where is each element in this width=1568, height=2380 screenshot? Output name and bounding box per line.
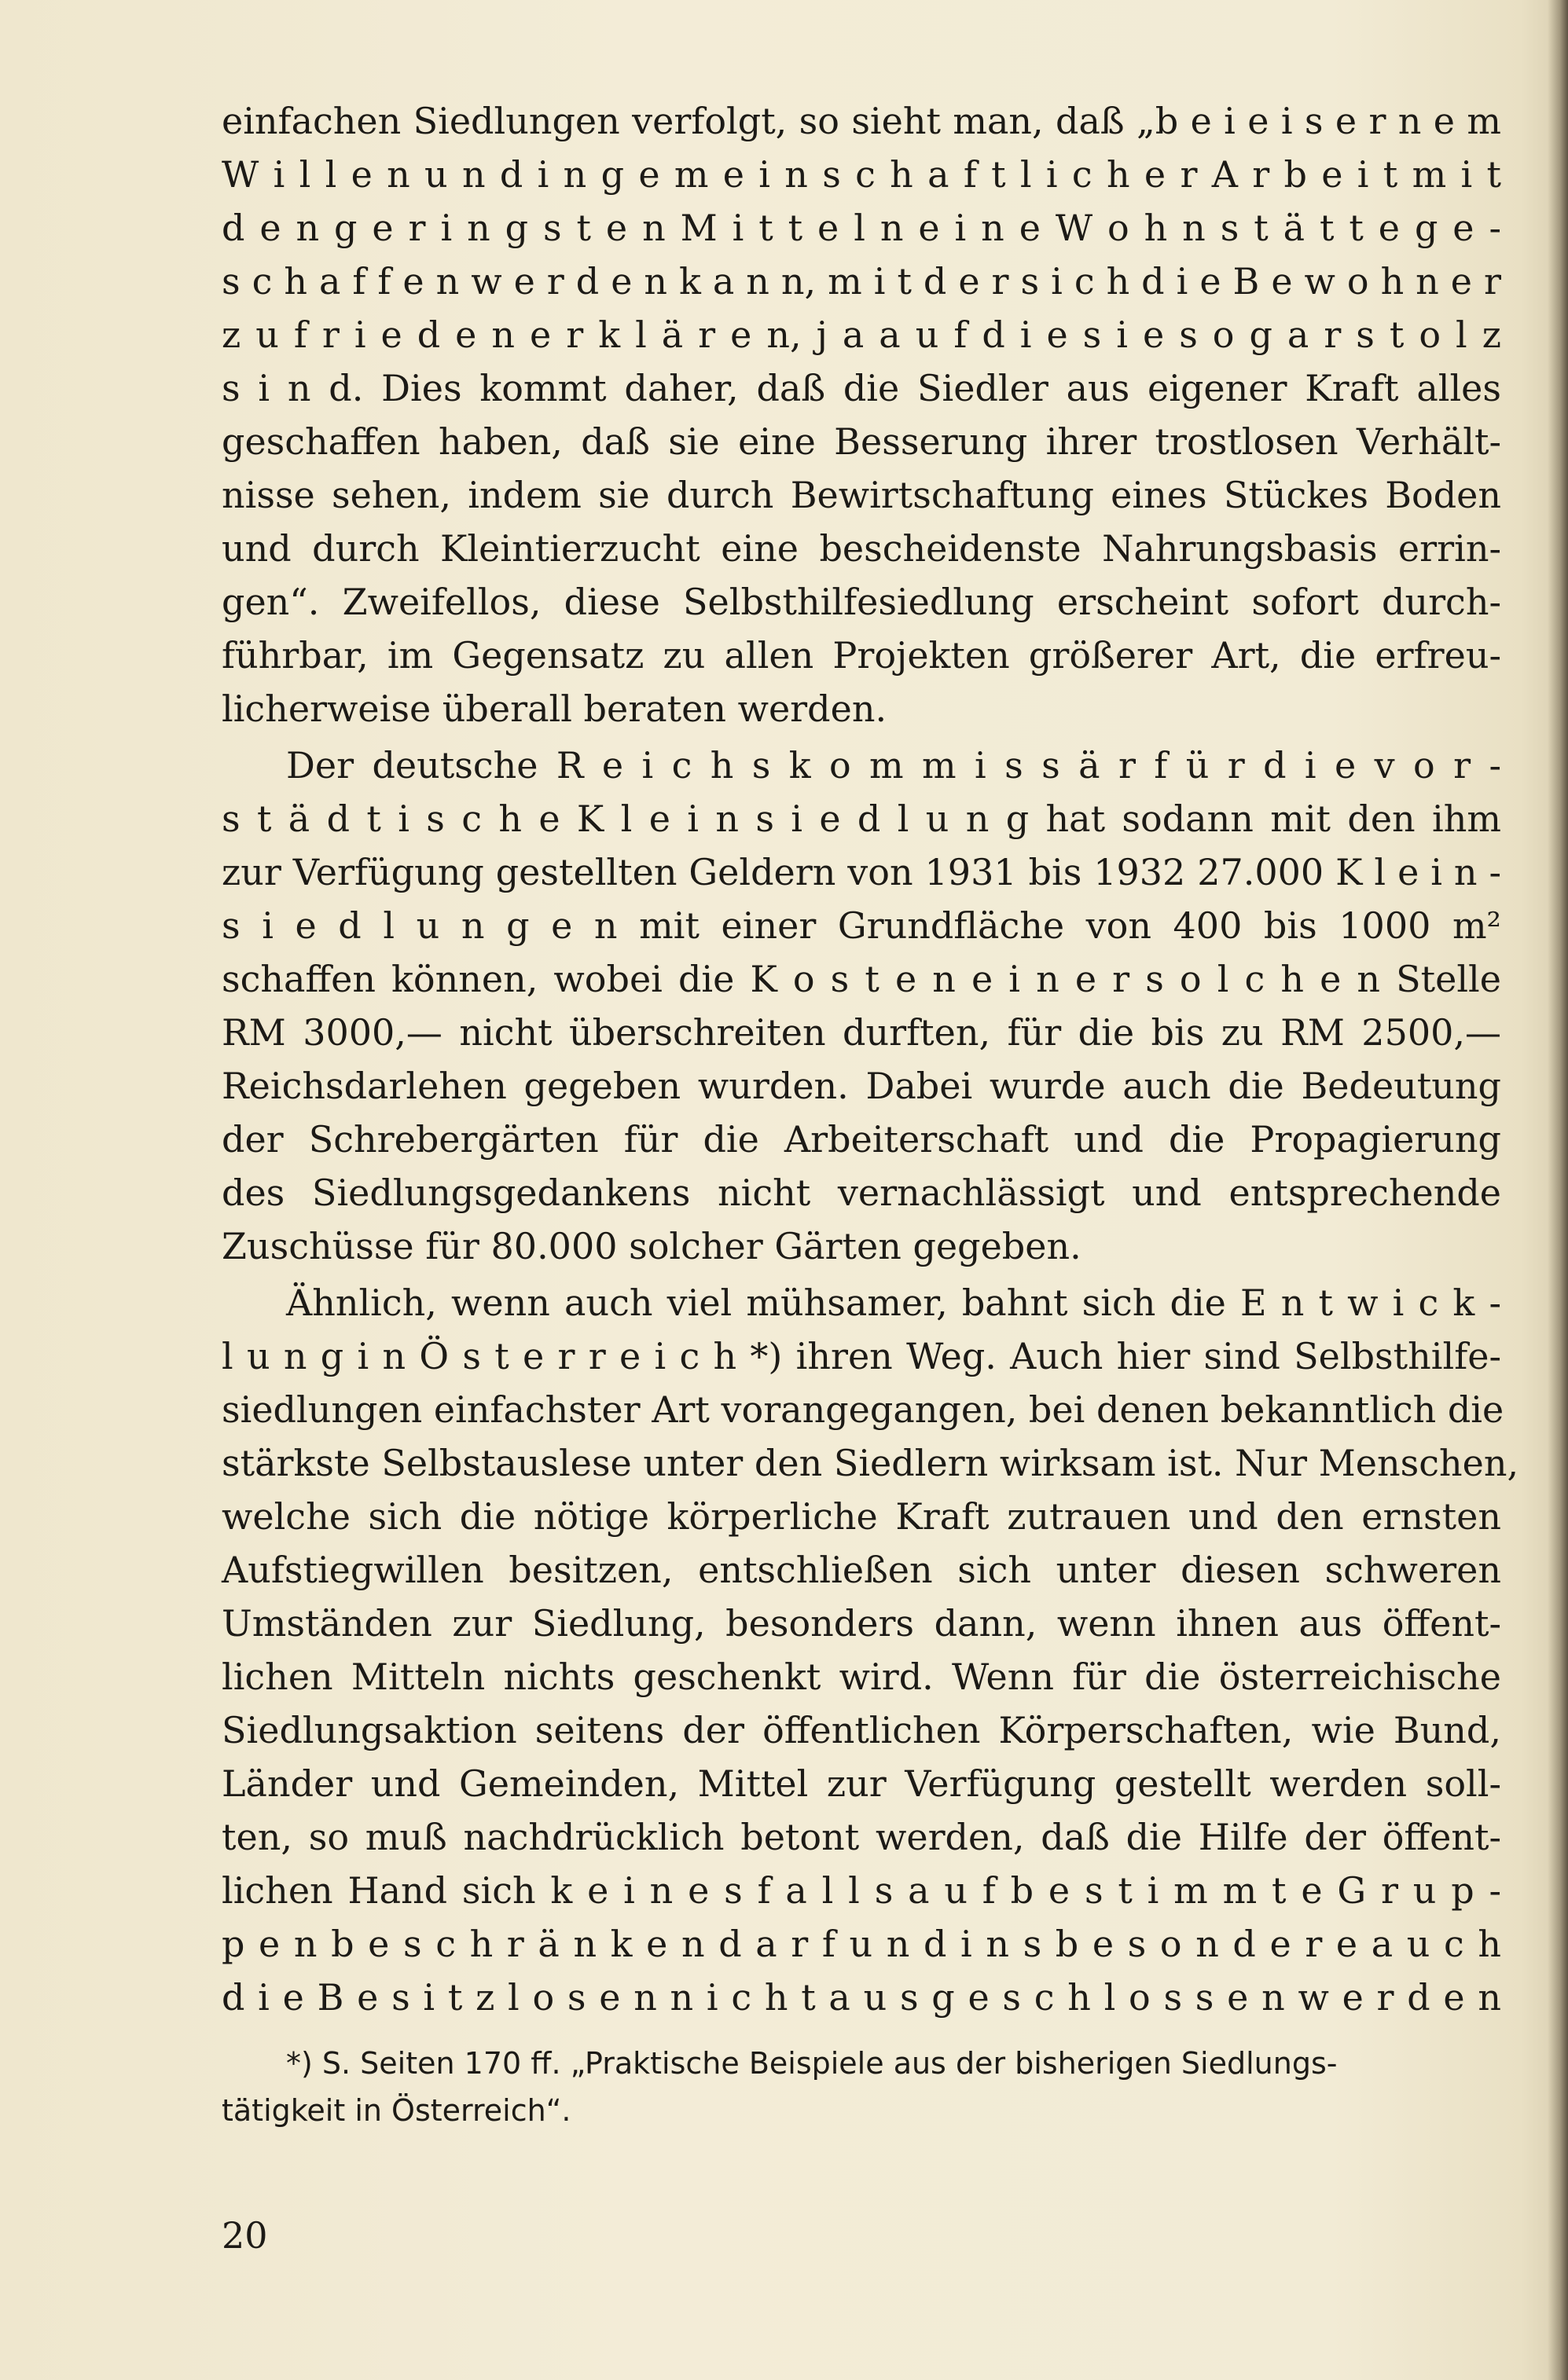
text-line: W i l l e n u n d i n g e m e i n s c h a f t l i c h e r A r b e i t m i t <box>222 153 1501 196</box>
page-edge-shadow <box>1548 0 1568 2380</box>
text-line: ten, so muß nachdrücklich betont werden, daß die Hilfe der öffent- <box>222 1816 1501 1858</box>
text-line: geschaffen haben, daß sie eine Besserung ihrer trostlosen Verhält- <box>222 420 1501 463</box>
text-line: Länder und Gemeinden, Mittel zur Verfügung gestellt werden soll- <box>222 1762 1501 1805</box>
footnote-line: tätigkeit in Österreich“. <box>222 2093 571 2128</box>
footnote <box>222 2040 1501 2134</box>
text-line: lichen Hand sich k e i n e s f a l l s a u f b e s t i m m t e G r u p - <box>222 1869 1501 1912</box>
text-line: der Schrebergärten für die Arbeiterschaft und die Propagierung <box>222 1118 1501 1161</box>
text-line: und durch Kleintierzucht eine bescheidenste Nahrungsbasis errin- <box>222 527 1501 570</box>
text-line: Ähnlich, wenn auch viel mühsamer, bahnt sich die E n t w i c k - <box>286 1282 1501 1324</box>
text-line: schaffen können, wobei die K o s t e n e i n e r s o l c h e n Stelle <box>222 958 1501 1000</box>
text-line: RM 3000,— nicht überschreiten durften, für die bis zu RM 2500,— <box>222 1011 1501 1054</box>
text-line: d e n g e r i n g s t e n M i t t e l n e i n e W o h n s t ä t t e g e - <box>222 207 1501 249</box>
text-line: p e n b e s c h r ä n k e n d a r f u n d i n s b e s o n d e r e a u c h <box>222 1923 1501 1965</box>
footnote-line: *) S. Seiten 170 ff. „Praktische Beispiele aus der bisherigen Siedlungs- <box>286 2046 1338 2081</box>
text-line: s t ä d t i s c h e K l e i n s i e d l u n g hat sodann mit den ihm <box>222 798 1501 840</box>
text-line: Umständen zur Siedlung, besonders dann, wenn ihnen aus öffent- <box>222 1602 1501 1645</box>
text-line: Siedlungsaktion seitens der öffentlichen Körperschaften, wie Bund, <box>222 1709 1501 1751</box>
text-line: Reichsdarlehen gegeben wurden. Dabei wurde auch die Bedeutung <box>222 1065 1501 1107</box>
text-line: Zuschüsse für 80.000 solcher Gärten gegeben. <box>222 1225 1081 1267</box>
text-line: s i e d l u n g e n mit einer Grundfläche von 400 bis 1000 m² <box>222 904 1501 947</box>
text-line: einfachen Siedlungen verfolgt, so sieht man, daß „b e i e i s e r n e m <box>222 100 1501 142</box>
text-line: d i e B e s i t z l o s e n n i c h t a u s g e s c h l o s s e n w e r d e n <box>222 1976 1501 2019</box>
text-line: lichen Mitteln nichts geschenkt wird. Wenn für die österreichische <box>222 1656 1501 1698</box>
text-line: s c h a f f e n w e r d e n k a n n, m i t d e r s i c h d i e B e w o h n e r <box>222 260 1501 303</box>
text-line: des Siedlungsgedankens nicht vernachlässigt und entsprechende <box>222 1172 1501 1214</box>
body-text <box>222 94 1519 2024</box>
text-line: licherweise überall beraten werden. <box>222 688 887 730</box>
text-line: gen“. Zweifellos, diese Selbsthilfesiedlung erscheint sofort durch- <box>222 581 1501 623</box>
text-line: führbar, im Gegensatz zu allen Projekten größerer Art, die erfreu- <box>222 634 1501 677</box>
text-line: Aufstiegwillen besitzen, entschließen sich unter diesen schweren <box>222 1549 1501 1591</box>
text-line: welche sich die nötige körperliche Kraft zutrauen und den ernsten <box>222 1495 1501 1538</box>
text-line: Der deutsche R e i c h s k o m m i s s ä r f ü r d i e v o r - <box>286 744 1501 787</box>
page-number: 20 <box>222 2214 268 2257</box>
text-line: z u f r i e d e n e r k l ä r e n, j a a u f d i e s i e s o g a r s t o l z <box>222 314 1501 356</box>
text-line: s i n d. Dies kommt daher, daß die Siedler aus eigener Kraft alles <box>222 367 1501 409</box>
text-line: nisse sehen, indem sie durch Bewirtschaftung eines Stückes Boden <box>222 474 1501 516</box>
text-line: stärkste Selbstauslese unter den Siedlern wirksam ist. Nur Menschen, <box>222 1442 1519 1484</box>
text-line: zur Verfügung gestellten Geldern von 1931 bis 1932 27.000 K l e i n - <box>222 851 1501 893</box>
text-line: l u n g i n Ö s t e r r e i c h *) ihren Weg. Auch hier sind Selbsthilfe- <box>222 1335 1501 1377</box>
text-line: siedlungen einfachster Art vorangegangen, bei denen bekanntlich die <box>222 1388 1504 1431</box>
